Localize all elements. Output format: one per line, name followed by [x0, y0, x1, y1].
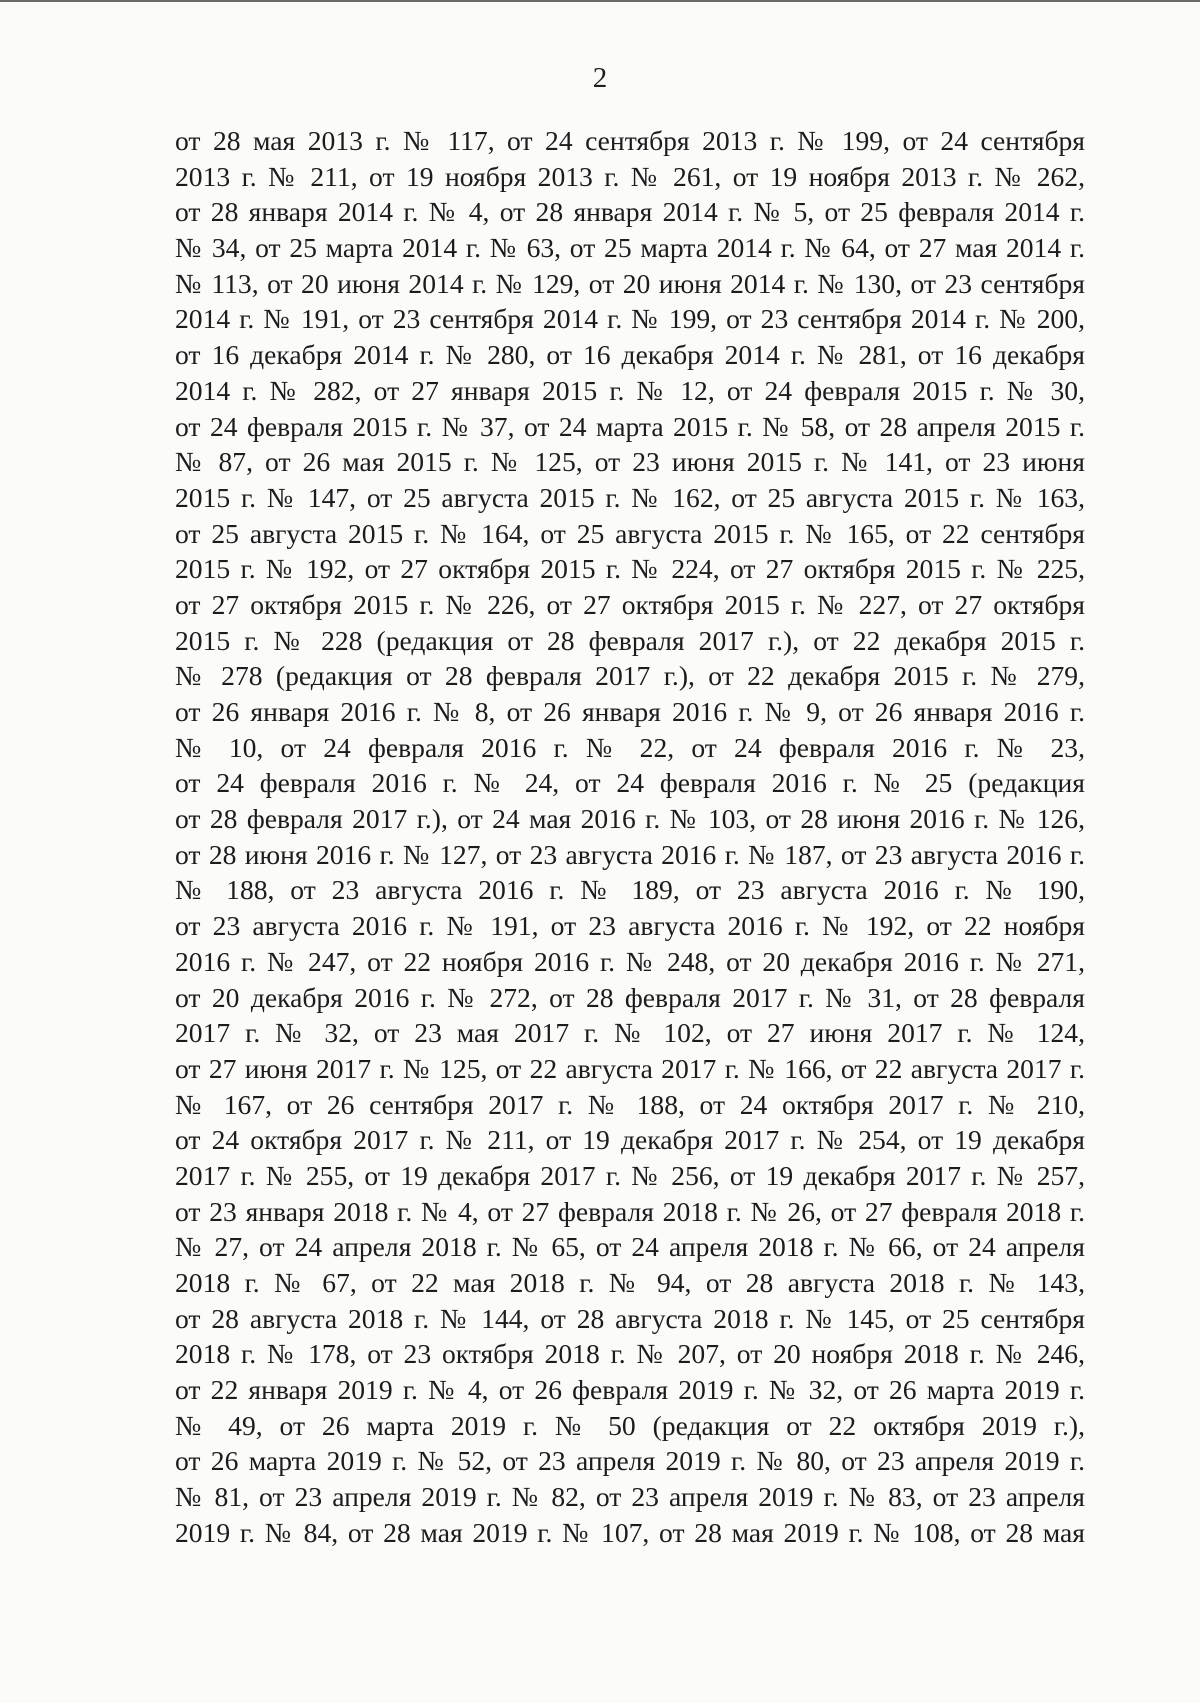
text-line: 2017 г. № 32, от 23 мая 2017 г. № 102, от 27 июня 2017 г. № 124,	[175, 1017, 1085, 1049]
text-line: от 26 января 2016 г. № 8, от 26 января 2016 г. № 9, от 26 января 2016 г.	[175, 696, 1085, 727]
text-line: № 188, от 23 августа 2016 г. № 189, от 23 августа 2016 г. № 190,	[175, 874, 1085, 906]
text-line: 2018 г. № 178, от 23 октября 2018 г. № 207, от 20 ноября 2018 г. № 246,	[175, 1338, 1085, 1370]
text-line: от 28 мая 2013 г. № 117, от 24 сентября 2013 г. № 199, от 24 сентября	[175, 125, 1085, 156]
text-line: 2016 г. № 247, от 22 ноября 2016 г. № 248, от 20 декабря 2016 г. № 271,	[175, 945, 1085, 977]
text-line: от 23 августа 2016 г. № 191, от 23 августа 2016 г. № 192, от 22 ноября	[175, 910, 1085, 942]
text-line: № 81, от 23 апреля 2019 г. № 82, от 23 апреля 2019 г. № 83, от 23 апреля	[175, 1481, 1085, 1513]
text-line: № 278 (редакция от 28 февраля 2017 г.), от 22 декабря 2015 г. № 279,	[175, 660, 1085, 692]
text-line: от 28 января 2014 г. № 4, от 28 января 2014 г. № 5, от 25 февраля 2014 г.	[175, 196, 1085, 228]
text-line: от 26 марта 2019 г. № 52, от 23 апреля 2019 г. № 80, от 23 апреля 2019 г.	[175, 1445, 1085, 1477]
text-line: 2014 г. № 282, от 27 января 2015 г. № 12, от 24 февраля 2015 г. № 30,	[175, 374, 1085, 406]
page-number: 2	[592, 62, 608, 94]
text-line: от 20 декабря 2016 г. № 272, от 28 февраля 2017 г. № 31, от 28 февраля	[175, 981, 1085, 1013]
text-line: № 27, от 24 апреля 2018 г. № 65, от 24 апреля 2018 г. № 66, от 24 апреля	[175, 1231, 1085, 1263]
text-line: 2015 г. № 147, от 25 августа 2015 г. № 162, от 25 августа 2015 г. № 163,	[175, 481, 1085, 513]
text-line: от 23 января 2018 г. № 4, от 27 февраля 2018 г. № 26, от 27 февраля 2018 г.	[175, 1195, 1085, 1227]
text-line: от 27 октября 2015 г. № 226, от 27 октября 2015 г. № 227, от 27 октября	[175, 588, 1085, 620]
text-line: 2013 г. № 211, от 19 ноября 2013 г. № 261, от 19 ноября 2013 г. № 262,	[175, 160, 1085, 192]
text-line: 2014 г. № 191, от 23 сентября 2014 г. № 199, от 23 сентября 2014 г. № 200,	[175, 303, 1085, 335]
text-line: № 113, от 20 июня 2014 г. № 129, от 20 июня 2014 г. № 130, от 23 сентября	[175, 267, 1085, 299]
text-line: 2017 г. № 255, от 19 декабря 2017 г. № 256, от 19 декабря 2017 г. № 257,	[175, 1159, 1085, 1191]
text-line: 2015 г. № 228 (редакция от 28 февраля 2017 г.), от 22 декабря 2015 г.	[175, 624, 1085, 656]
text-line: от 16 декабря 2014 г. № 280, от 16 декабря 2014 г. № 281, от 16 декабря	[175, 339, 1085, 371]
text-line: 2015 г. № 192, от 27 октября 2015 г. № 224, от 27 октября 2015 г. № 225,	[175, 553, 1085, 585]
text-line: от 24 февраля 2016 г. № 24, от 24 февраля 2016 г. № 25 (редакция	[175, 767, 1085, 799]
text-line: от 28 февраля 2017 г.), от 24 мая 2016 г. № 103, от 28 июня 2016 г. № 126,	[175, 803, 1085, 835]
text-line: от 22 января 2019 г. № 4, от 26 февраля 2019 г. № 32, от 26 марта 2019 г.	[175, 1374, 1085, 1406]
text-line: от 28 августа 2018 г. № 144, от 28 августа 2018 г. № 145, от 25 сентября	[175, 1302, 1085, 1334]
text-line: от 25 августа 2015 г. № 164, от 25 августа 2015 г. № 165, от 22 сентября	[175, 517, 1085, 549]
text-line: от 24 октября 2017 г. № 211, от 19 декабря 2017 г. № 254, от 19 декабря	[175, 1124, 1085, 1156]
text-line: от 28 июня 2016 г. № 127, от 23 августа 2016 г. № 187, от 23 августа 2016 г.	[175, 838, 1085, 870]
text-line: от 27 июня 2017 г. № 125, от 22 августа 2017 г. № 166, от 22 августа 2017 г.	[175, 1052, 1085, 1084]
text-line: № 10, от 24 февраля 2016 г. № 22, от 24 февраля 2016 г. № 23,	[175, 731, 1085, 763]
text-line: № 87, от 26 мая 2015 г. № 125, от 23 июня 2015 г. № 141, от 23 июня	[175, 446, 1085, 478]
document-body	[175, 123, 1085, 1551]
scan-top-edge	[0, 0, 1200, 2]
text-line: 2019 г. № 84, от 28 мая 2019 г. № 107, от 28 мая 2019 г. № 108, от 28 мая	[175, 1516, 1085, 1548]
text-line: от 24 февраля 2015 г. № 37, от 24 марта 2015 г. № 58, от 28 апреля 2015 г.	[175, 410, 1085, 442]
text-line: № 34, от 25 марта 2014 г. № 63, от 25 марта 2014 г. № 64, от 27 мая 2014 г.	[175, 232, 1085, 264]
text-line: 2018 г. № 67, от 22 мая 2018 г. № 94, от 28 августа 2018 г. № 143,	[175, 1267, 1085, 1298]
text-line: № 49, от 26 марта 2019 г. № 50 (редакция от 22 октября 2019 г.),	[175, 1409, 1085, 1441]
text-line: № 167, от 26 сентября 2017 г. № 188, от 24 октября 2017 г. № 210,	[175, 1088, 1085, 1120]
